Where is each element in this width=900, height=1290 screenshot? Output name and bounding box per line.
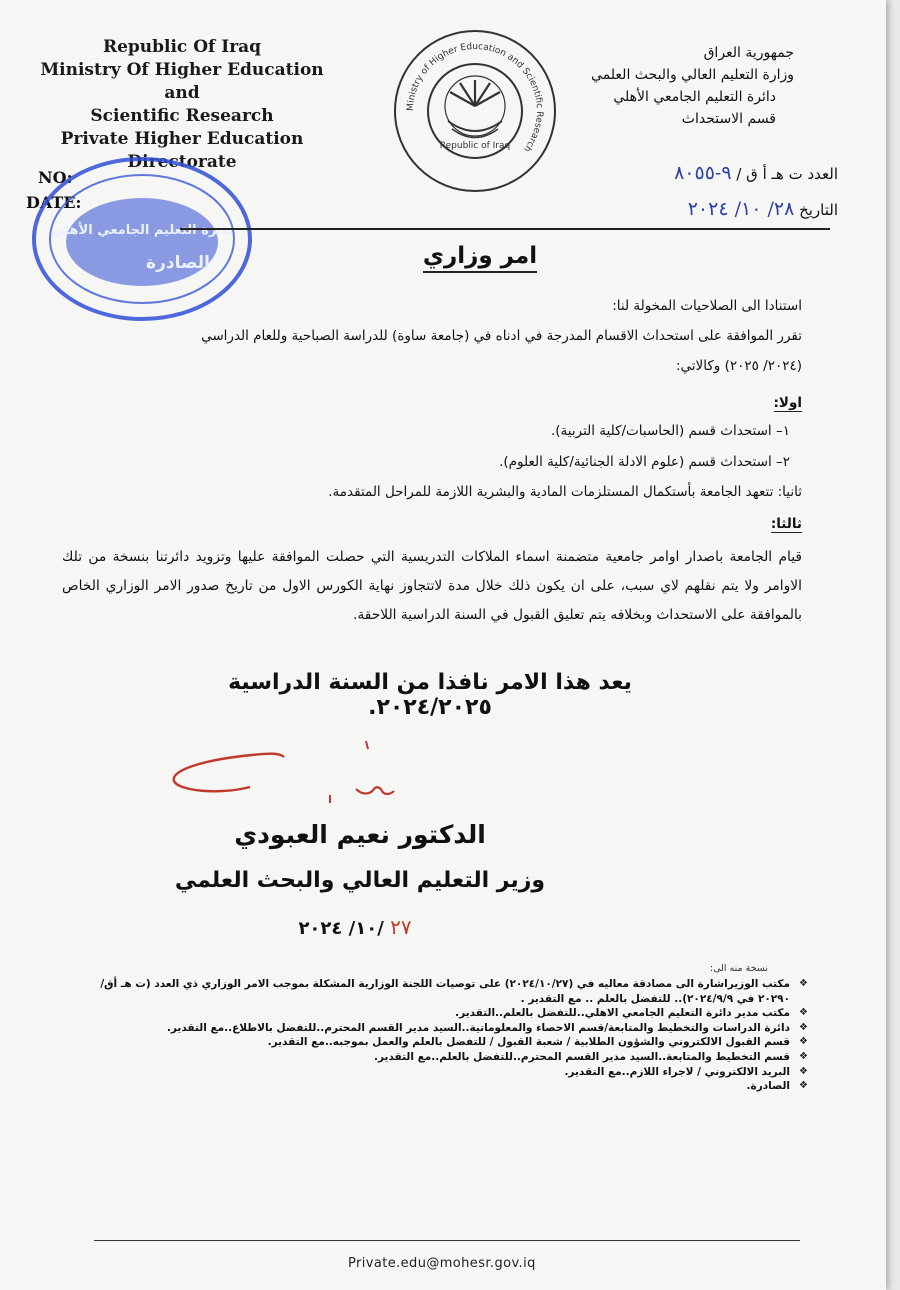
number-label: NO:: [38, 168, 73, 187]
logo-ring-text: Ministry of Higher Education and Scientific Research: [405, 41, 545, 154]
copy-recipient: ❖ مكتب مدير دائرة التعليم الجامعي الاهلي..للتفضل بالعلم..التقدير.: [78, 1006, 808, 1021]
third-text: قيام الجامعة باصدار اوامر جامعية متضمنة اسماء الملاكات التدريسية التي حصلت الموافقة عليها وتزويد دائرتنا بنسخة من تلك الاوامر ولا يتم نقلهم لاي سبب، على ان يكون ذلك خلال مدة لاتتجاوز نهاية الكورس الاول من تاريخ صدور الامر الوزاري الخاص بالموافقة على الاستحداث وبخلافه يتم تعليق القبول في السنة الدراسية اللاحقة.: [62, 549, 802, 623]
copies-list: [78, 977, 808, 1094]
copy-recipient: ❖ دائرة الدراسات والتخطيط والمتابعة/قسم الاحصاء والمعلوماتية..السيد مدير القسم المحترم..للتفضل بالاطلاع..مع التقدير.: [78, 1021, 808, 1036]
letterhead-line: Scientific Research: [90, 106, 274, 126]
copies-label: نسخة منه الى:: [709, 963, 768, 974]
copy-recipient: ❖ قسم القبول الالكتروني والشؤون الطلابية / شعبة القبول / للتفضل بالعلم والعمل بموجبه..مع التقدير.: [78, 1035, 808, 1050]
third-label: ثالثا:: [770, 516, 802, 532]
second-section: ثانيا: تتعهد الجامعة بأستكمال المستلزمات المادية والبشرية اللازمة للمراحل المتقدمة.: [328, 484, 802, 500]
logo-center-text: Republic of Iraq: [439, 141, 511, 151]
copy-recipient: ❖ مكتب الوزيراشارة الى مصادقة معاليه في (٢٠٢٤/١٠/٢٧) على توصيات اللجنة الوزارية المشكلة بموجب الامر الوزاري ذي العدد (ت هـ أق/ ٢٠٢٩٠ في ٢٠٢٤/٩/٩).. للتفضل بالعلم .. مع التقدير .: [78, 977, 808, 1006]
header-divider: [180, 228, 830, 230]
letterhead-line: وزارة التعليم العالي والبحث العلمي: [591, 67, 794, 83]
stamp-text: دائرة التعليم الجامعي الأهلي: [51, 223, 233, 238]
footer-email: Private.edu@mohesr.gov.iq: [348, 1256, 536, 1271]
effective-statement: يعد هذا الامر نافذا من السنة الدراسية ٢٠٢٤/٢٠٢٥.: [228, 670, 632, 720]
stamp-sub-text: الصادرة: [146, 253, 210, 273]
signature-date-hand: ٢٧: [390, 915, 412, 939]
signature-date: [240, 915, 470, 939]
reference-number-label: العدد ت هـ أ ق /: [736, 165, 838, 183]
body-decision-year: (٢٠٢٤/ ٢٠٢٥) وكالاتي:: [675, 358, 802, 374]
minister-name: الدكتور نعيم العبودي: [234, 820, 486, 849]
item-1: ١– استحداث قسم (الحاسبات/كلية التربية).: [551, 423, 790, 439]
minister-title: وزير التعليم العالي والبحث العلمي: [174, 868, 546, 893]
first-label: اولا:: [773, 395, 802, 411]
reference-date: [478, 198, 838, 221]
copy-recipient: ❖ قسم التخطيط والمتابعة..السيد مدير القسم المحترم..للتفضل بالعلم..مع التقدير.: [78, 1050, 808, 1065]
letterhead-line: دائرة التعليم الجامعي الأهلي: [613, 89, 776, 105]
footer-divider: [94, 1240, 800, 1241]
item-2: ٢– استحداث قسم (علوم الادلة الجنائية/كلية العلوم).: [499, 454, 790, 470]
body-intro: استنادا الى الصلاحيات المخولة لنا:: [612, 298, 802, 314]
arabic-letterhead: [474, 42, 794, 130]
third-section: [62, 514, 802, 534]
letterhead-line: قسم الاستحداث: [681, 111, 776, 127]
signature-date-printed: /١٠/ ٢٠٢٤: [298, 918, 384, 939]
letterhead-line: جمهورية العراق: [703, 45, 794, 61]
reference-number: [478, 162, 838, 185]
letterhead-line: Ministry Of Higher Education and: [40, 60, 324, 103]
reference-number-value: ٩-٨٠٥٥: [674, 162, 732, 184]
date-label: DATE:: [26, 193, 82, 212]
first-section: [62, 393, 802, 413]
reference-date-value: ٢٨/ ١٠/ ٢٠٢٤: [687, 198, 795, 220]
document-title-text: امر وزاري: [423, 243, 537, 273]
reference-date-label: التاريخ: [799, 201, 838, 219]
letterhead-line: Private Higher Education: [60, 129, 304, 149]
letterhead-line: Directorate: [127, 152, 237, 172]
body-decision-line: تقرر الموافقة على استحداث الاقسام المدرجة في ادناه في (جامعة ساوة) للدراسة الصباحية وللعام الدراسي: [201, 328, 802, 344]
document-title: [420, 243, 540, 269]
copy-recipient: ❖ الصادرة.: [78, 1079, 808, 1094]
copy-recipient: ❖ البريد الالكتروني / لاجراء اللازم..مع التقدير.: [78, 1065, 808, 1080]
letterhead-line: Republic Of Iraq: [102, 37, 262, 57]
signature-icon: [160, 735, 400, 815]
